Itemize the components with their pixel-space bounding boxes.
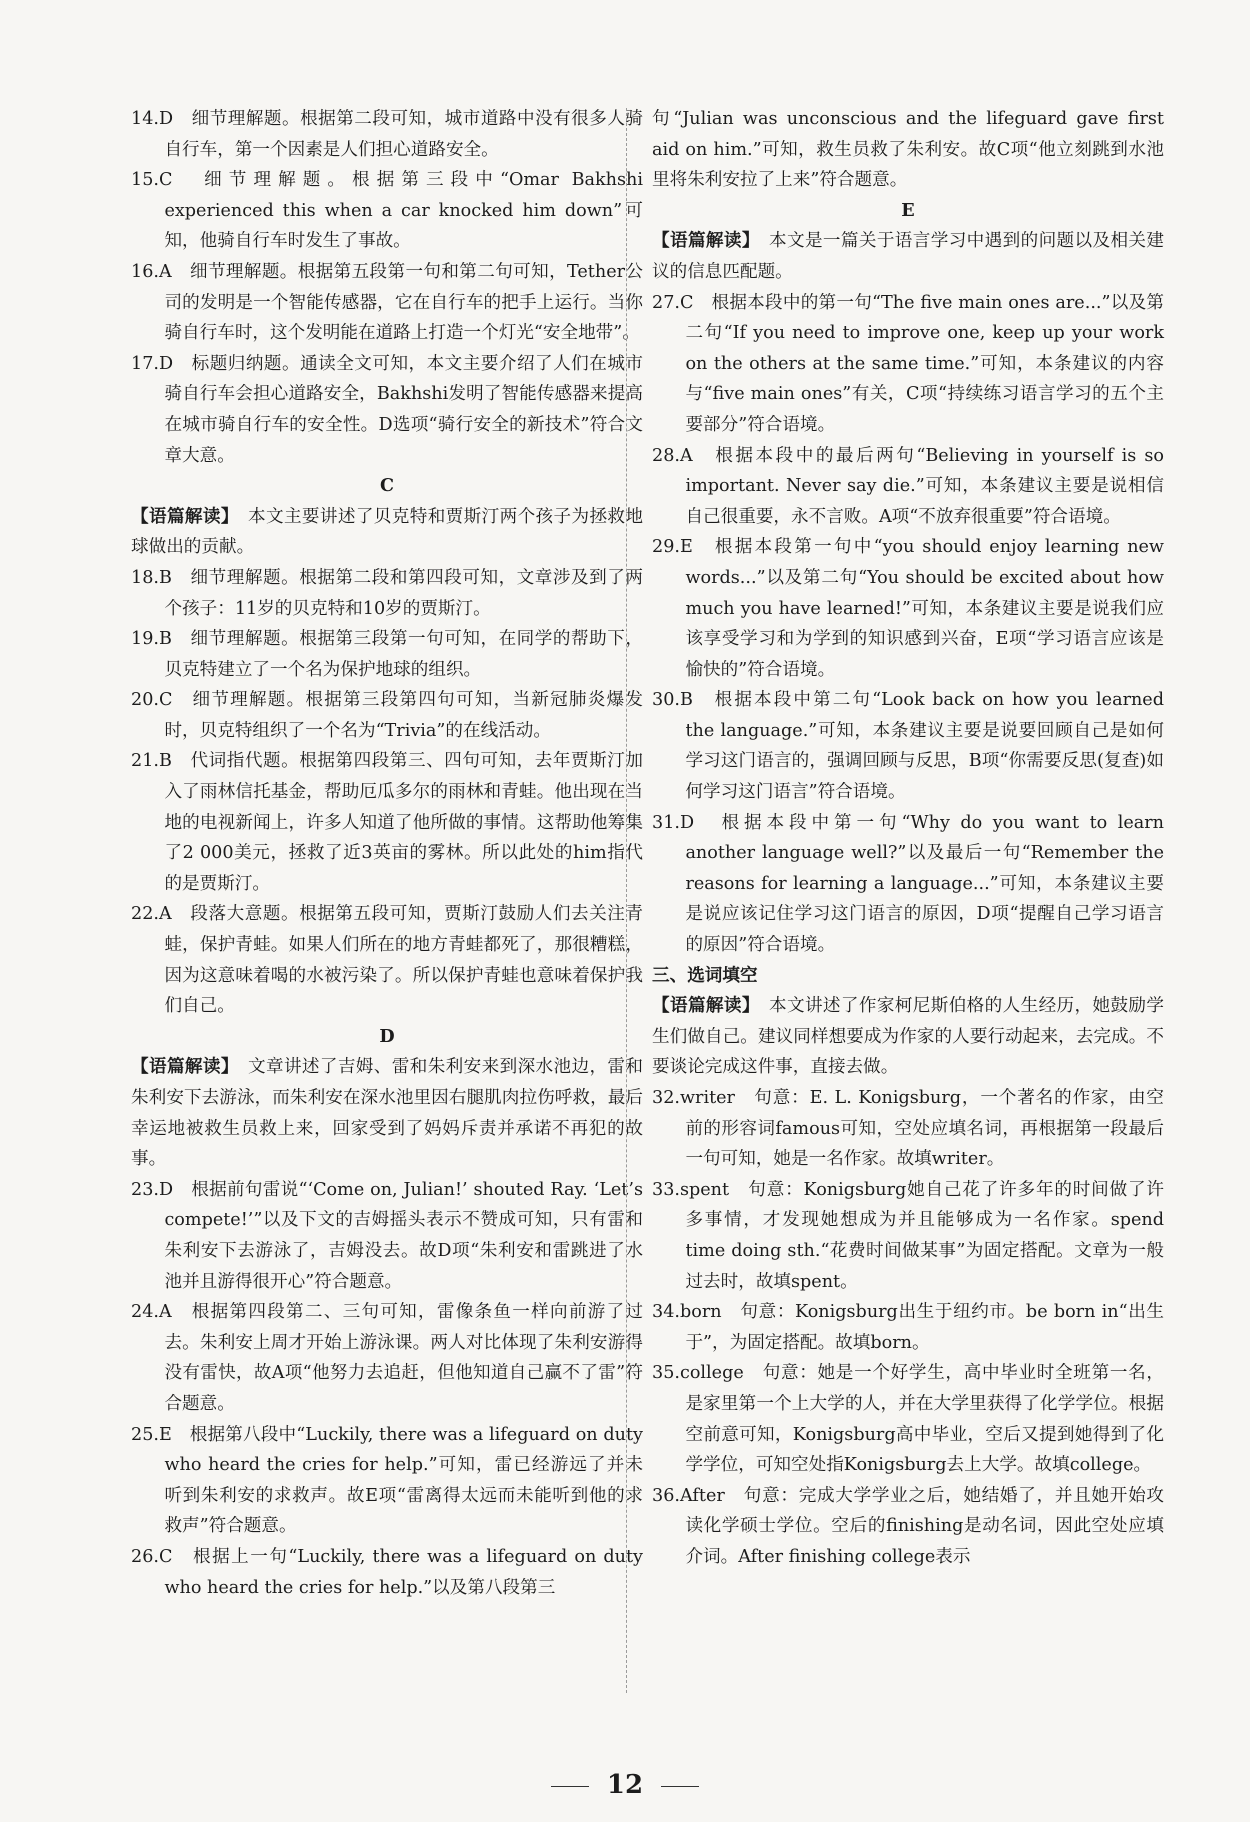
answer-item: 27.C 根据本段中的第一句“The five main ones are...”以及第二句“If you need to improve one, keep up your work on the others at the same time.”可知，本条建议的内容与“five main ones”有关，C项“持续练习语言学习的五个主要部分”符合语境。	[652, 292, 1164, 435]
answer-item: 33.spent 句意：Konigsburg她自己花了许多年的时间做了许多事情，才发现她想成为并且能够成为一名作家。spend time doing sth.“花费时间做某事”为固定搭配。文章为一般过去时，故填spent。	[652, 1179, 1164, 1292]
answer-item: 25.E 根据第八段中“Luckily, there was a lifeguard on duty who heard the cries for help.”可知，雷已经游远了并未听到朱利安的求救声。故E项“雷离得太远而未能听到他的求救声”符合题意。	[131, 1424, 643, 1537]
left-column	[131, 104, 643, 1603]
answer-item: 35.college 句意：她是一个好学生，高中毕业时全班第一名，是家里第一个上大学的人，并在大学里获得了化学学位。根据空前意可知，Konigsburg高中毕业，空后又提到她得到了化学学位，可知空处指Konigsburg去上大学。故填college。	[652, 1363, 1164, 1476]
passage-summary	[652, 226, 1164, 287]
answer-item: 34.born 句意：Konigsburg出生于纽约市。be born in“出生于”，为固定搭配。故填born。	[652, 1302, 1164, 1353]
summary-text: 文章讲述了吉姆、雷和朱利安来到深水池边，雷和朱利安下去游泳，而朱利安在深水池里因右腿肌肉拉伤呼救，最后幸运地被救生员救上来，回家受到了妈妈斥责并承诺不再犯的故事。	[131, 1057, 643, 1170]
answer-item: 30.B 根据本段中第二句“Look back on how you learned the language.”可知，本条建议主要是说要回顾自己是如何学习这门语言的，强调回顾与反思，B项“你需要反思(复查)如何学习这门语言”符合语境。	[652, 690, 1164, 803]
footer-dash-right	[661, 1786, 699, 1787]
section-title: 三、选词填空	[652, 964, 758, 986]
answer-item: 17.D 标题归纳题。通读全文可知，本文主要介绍了人们在城市骑自行车会担心道路安全，Bakhshi发明了智能传感器来提高在城市骑自行车的安全性。D选项“骑行安全的新技术”符合文章大意。	[131, 353, 643, 466]
summary-tag: 【语篇解读】	[131, 505, 231, 527]
summary-text: 本文讲述了作家柯尼斯伯格的人生经历，她鼓励学生们做自己。建议同样想要成为作家的人要行动起来，去完成。不要谈论完成这件事，直接去做。	[652, 996, 1164, 1078]
answer-item: 26.C 根据上一句“Luckily, there was a lifeguard on duty who heard the cries for help.”以及第八段第三	[131, 1546, 643, 1598]
answer-item: 24.A 根据第四段第二、三句可知，雷像条鱼一样向前游了过去。朱利安上周才开始上游泳课。两人对比体现了朱利安游得没有雷快，故A项“他努力去追赶，但他知道自己赢不了雷”符合题意。	[131, 1302, 643, 1414]
answer-item: 31.D 根据本段中第一句“Why do you want to learn another language well?”以及最后一句“Remember the reasons for learning a language...”可知，本条建议主要是说应该记住学习这门语言的原因，D项“提醒自己学习语言的原因”符合语境。	[652, 812, 1164, 956]
answer-item: 18.B 细节理解题。根据第二段和第四段可知，文章涉及到了两个孩子：11岁的贝克特和10岁的贾斯汀。	[131, 567, 643, 619]
answer-item: 21.B 代词指代题。根据第四段第三、四句可知，去年贾斯汀加入了雨林信托基金，帮助厄瓜多尔的雨林和青蛙。他出现在当地的电视新闻上，许多人知道了他所做的事情。这帮助他筹集了2 000美元，拯救了近3英亩的雾林。所以此处的him指代的是贾斯汀。	[131, 751, 643, 894]
summary-text: 本文是一篇关于语言学习中遇到的问题以及相关建议的信息匹配题。	[652, 231, 1164, 282]
answer-item: 32.writer 句意：E. L. Konigsburg，一个著名的作家，由空前的形容词famous可知，空处应填名词，再根据第一段最后一句可知，她是一名作家。故填writer。	[652, 1088, 1164, 1170]
page-number: 12	[606, 1770, 644, 1800]
answer-item: 29.E 根据本段第一句中“you should enjoy learning new words...”以及第二句“You should be excited about how much you have learned!”可知，本条建议主要是说我们应该享受学习和为学到的知识感到兴奋，E项“学习语言应该是愉快的”符合语境。	[652, 537, 1164, 680]
answer-item: 20.C 细节理解题。根据第三段第四句可知，当新冠肺炎爆发时，贝克特组织了一个名为“Trivia”的在线活动。	[131, 690, 643, 741]
summary-tag: 【语篇解读】	[652, 995, 752, 1017]
column-divider	[626, 108, 627, 1693]
passage-heading: D	[379, 1025, 395, 1047]
answer-item: 23.D 根据前句雷说“‘Come on, Julian!’ shouted Ray. ‘Let’s compete!’”以及下文的吉姆摇头表示不赞成可知，只有雷和朱利安下去游泳了，吉姆没去。故D项“朱利安和雷跳进了水池并且游得很开心”符合题意。	[131, 1179, 643, 1292]
answer-continuation: 句“Julian was unconscious and the lifeguard gave first aid on him.”可知，救生员救了朱利安。故C项“他立刻跳到水池里将朱利安拉了上来”符合题意。	[652, 109, 1164, 191]
passage-summary	[131, 502, 643, 563]
answer-item: 14.D 细节理解题。根据第二段可知，城市道路中没有很多人骑自行车，第一个因素是人们担心道路安全。	[131, 109, 643, 160]
answer-item: 28.A 根据本段中的最后两句“Believing in yourself is so important. Never say die.”可知，本条建议主要是说相信自己很重要，永不言败。A项“不放弃很重要”符合语境。	[652, 445, 1164, 527]
passage-heading: C	[379, 475, 394, 497]
page-number-footer	[0, 1770, 1250, 1800]
summary-tag: 【语篇解读】	[131, 1056, 231, 1078]
summary-text: 本文主要讲述了贝克特和贾斯汀两个孩子为拯救地球做出的贡献。	[131, 506, 643, 558]
passage-summary	[131, 1052, 643, 1174]
answer-item: 16.A 细节理解题。根据第五段第一句和第二句可知，Tether公司的发明是一个智能传感器，它在自行车的把手上运行。当你骑自行车时，这个发明能在道路上打造一个灯光“安全地带”。	[131, 261, 643, 344]
summary-tag: 【语篇解读】	[652, 230, 752, 252]
answer-item: 36.After 句意：完成大学学业之后，她结婚了，并且她开始攻读化学硕士学位。空后的finishing是动名词，因此空处应填介词。After finishing college表示	[652, 1485, 1164, 1567]
answer-item: 19.B 细节理解题。根据第三段第一句可知，在同学的帮助下，贝克特建立了一个名为保护地球的组织。	[131, 629, 643, 680]
passage-heading: E	[901, 199, 915, 221]
passage-summary	[652, 991, 1164, 1083]
answer-item: 15.C 细节理解题。根据第三段中“Omar Bakhshi experienced this when a car knocked him down”可知，他骑自行车时发生了事故。	[131, 170, 643, 252]
footer-dash-left	[551, 1786, 589, 1787]
answer-item: 22.A 段落大意题。根据第五段可知，贾斯汀鼓励人们去关注青蛙，保护青蛙。如果人们所在的地方青蛙都死了，那很糟糕，因为这意味着喝的水被污染了。所以保护青蛙也意味着保护我们自己。	[131, 904, 643, 1017]
right-column	[652, 104, 1164, 1573]
